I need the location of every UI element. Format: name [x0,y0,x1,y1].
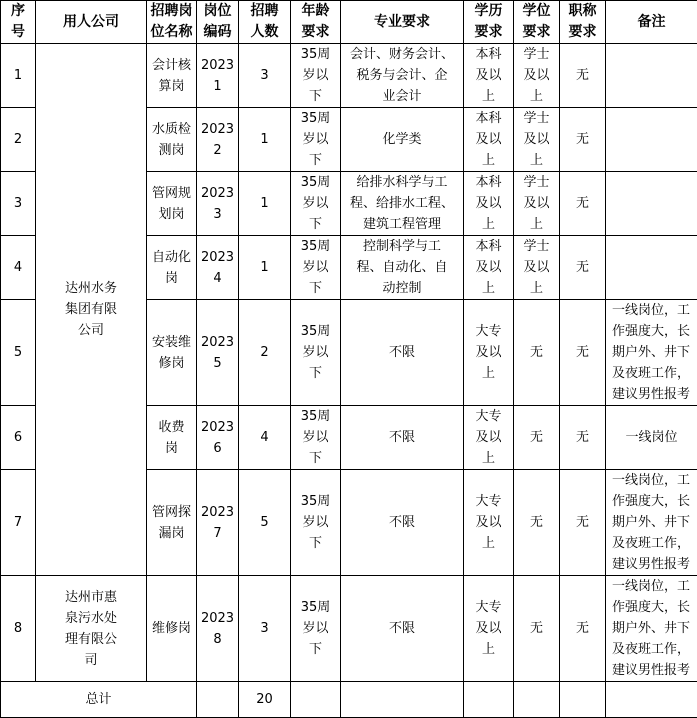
cell-title: 无 [560,108,606,172]
header-degree: 学位 要求 [514,1,560,44]
header-remark: 备注 [606,1,697,44]
blank-cell [291,682,341,718]
cell-company: 达州市惠 泉污水处 理有限公 司 [36,576,147,682]
blank-cell [514,682,560,718]
header-row [1,1,697,44]
table-row [1,576,697,682]
total-label: 总计 [1,682,197,718]
cell-education: 大专 及以 上 [464,300,514,406]
cell-education: 本科 及以 上 [464,172,514,236]
cell-title: 无 [560,44,606,108]
cell-degree: 无 [514,406,560,470]
cell-degree: 学士 及以 上 [514,236,560,300]
cell-education: 大专 及以 上 [464,470,514,576]
cell-remark [606,236,697,300]
cell-position: 维修岗 [147,576,197,682]
cell-remark: 一线岗位，工 作强度大，长 期户外、井下 及夜班工作， 建议男性报考 [606,300,697,406]
cell-seq: 5 [1,300,36,406]
header-age: 年龄 要求 [291,1,341,44]
cell-code: 2023 4 [197,236,239,300]
total-row [1,682,697,718]
header-position: 招聘岗 位名称 [147,1,197,44]
cell-major: 不限 [341,300,464,406]
cell-education: 本科 及以 上 [464,44,514,108]
cell-degree: 学士 及以 上 [514,172,560,236]
cell-count: 1 [239,108,291,172]
cell-count: 4 [239,406,291,470]
header-seq: 序 号 [1,1,36,44]
cell-title: 无 [560,406,606,470]
cell-remark: 一线岗位，工 作强度大，长 期户外、井下 及夜班工作， 建议男性报考 [606,576,697,682]
cell-remark: 一线岗位 [606,406,697,470]
blank-cell [464,682,514,718]
cell-seq: 8 [1,576,36,682]
cell-title: 无 [560,300,606,406]
header-count: 招聘 人数 [239,1,291,44]
cell-seq: 3 [1,172,36,236]
cell-age: 35周 岁以 下 [291,44,341,108]
cell-position: 安装维 修岗 [147,300,197,406]
cell-count: 1 [239,236,291,300]
cell-code: 2023 7 [197,470,239,576]
cell-age: 35周 岁以 下 [291,108,341,172]
cell-count: 3 [239,576,291,682]
header-company: 用人公司 [36,1,147,44]
cell-position: 收费 岗 [147,406,197,470]
header-code: 岗位 编码 [197,1,239,44]
cell-age: 35周 岁以 下 [291,172,341,236]
cell-age: 35周 岁以 下 [291,300,341,406]
cell-degree: 学士 及以 上 [514,108,560,172]
cell-count: 2 [239,300,291,406]
cell-count: 1 [239,172,291,236]
cell-degree: 无 [514,470,560,576]
cell-major: 控制科学与工 程、自动化、自 动控制 [341,236,464,300]
cell-seq: 7 [1,470,36,576]
cell-degree: 学士 及以 上 [514,44,560,108]
blank-cell [560,682,606,718]
cell-age: 35周 岁以 下 [291,236,341,300]
cell-count: 3 [239,44,291,108]
table-row [1,44,697,108]
cell-education: 本科 及以 上 [464,108,514,172]
blank-cell [341,682,464,718]
cell-code: 2023 5 [197,300,239,406]
cell-count: 5 [239,470,291,576]
cell-position: 自动化 岗 [147,236,197,300]
cell-remark [606,108,697,172]
cell-seq: 2 [1,108,36,172]
cell-position: 管网规 划岗 [147,172,197,236]
cell-company: 达州水务 集团有限 公司 [36,44,147,576]
cell-seq: 4 [1,236,36,300]
cell-major: 会计、财务会计、 税务与会计、企 业会计 [341,44,464,108]
cell-education: 大专 及以 上 [464,406,514,470]
cell-major: 不限 [341,576,464,682]
blank-cell [197,682,239,718]
cell-title: 无 [560,470,606,576]
cell-degree: 无 [514,576,560,682]
cell-code: 2023 6 [197,406,239,470]
cell-major: 不限 [341,470,464,576]
cell-age: 35周 岁以 下 [291,470,341,576]
cell-age: 35周 岁以 下 [291,576,341,682]
cell-education: 大专 及以 上 [464,576,514,682]
cell-code: 2023 1 [197,44,239,108]
cell-degree: 无 [514,300,560,406]
cell-seq: 6 [1,406,36,470]
cell-major: 化学类 [341,108,464,172]
cell-remark [606,44,697,108]
cell-title: 无 [560,172,606,236]
blank-cell [606,682,697,718]
total-count: 20 [239,682,291,718]
cell-remark: 一线岗位，工 作强度大，长 期户外、井下 及夜班工作， 建议男性报考 [606,470,697,576]
cell-code: 2023 8 [197,576,239,682]
cell-title: 无 [560,236,606,300]
header-education: 学历 要求 [464,1,514,44]
cell-code: 2023 3 [197,172,239,236]
cell-age: 35周 岁以 下 [291,406,341,470]
cell-position: 水质检 测岗 [147,108,197,172]
cell-seq: 1 [1,44,36,108]
cell-major: 不限 [341,406,464,470]
cell-position: 会计核 算岗 [147,44,197,108]
cell-position: 管网探 漏岗 [147,470,197,576]
cell-education: 本科 及以 上 [464,236,514,300]
header-title: 职称 要求 [560,1,606,44]
cell-major: 给排水科学与工 程、给排水工程、 建筑工程管理 [341,172,464,236]
cell-remark [606,172,697,236]
header-major: 专业要求 [341,1,464,44]
cell-code: 2023 2 [197,108,239,172]
cell-title: 无 [560,576,606,682]
